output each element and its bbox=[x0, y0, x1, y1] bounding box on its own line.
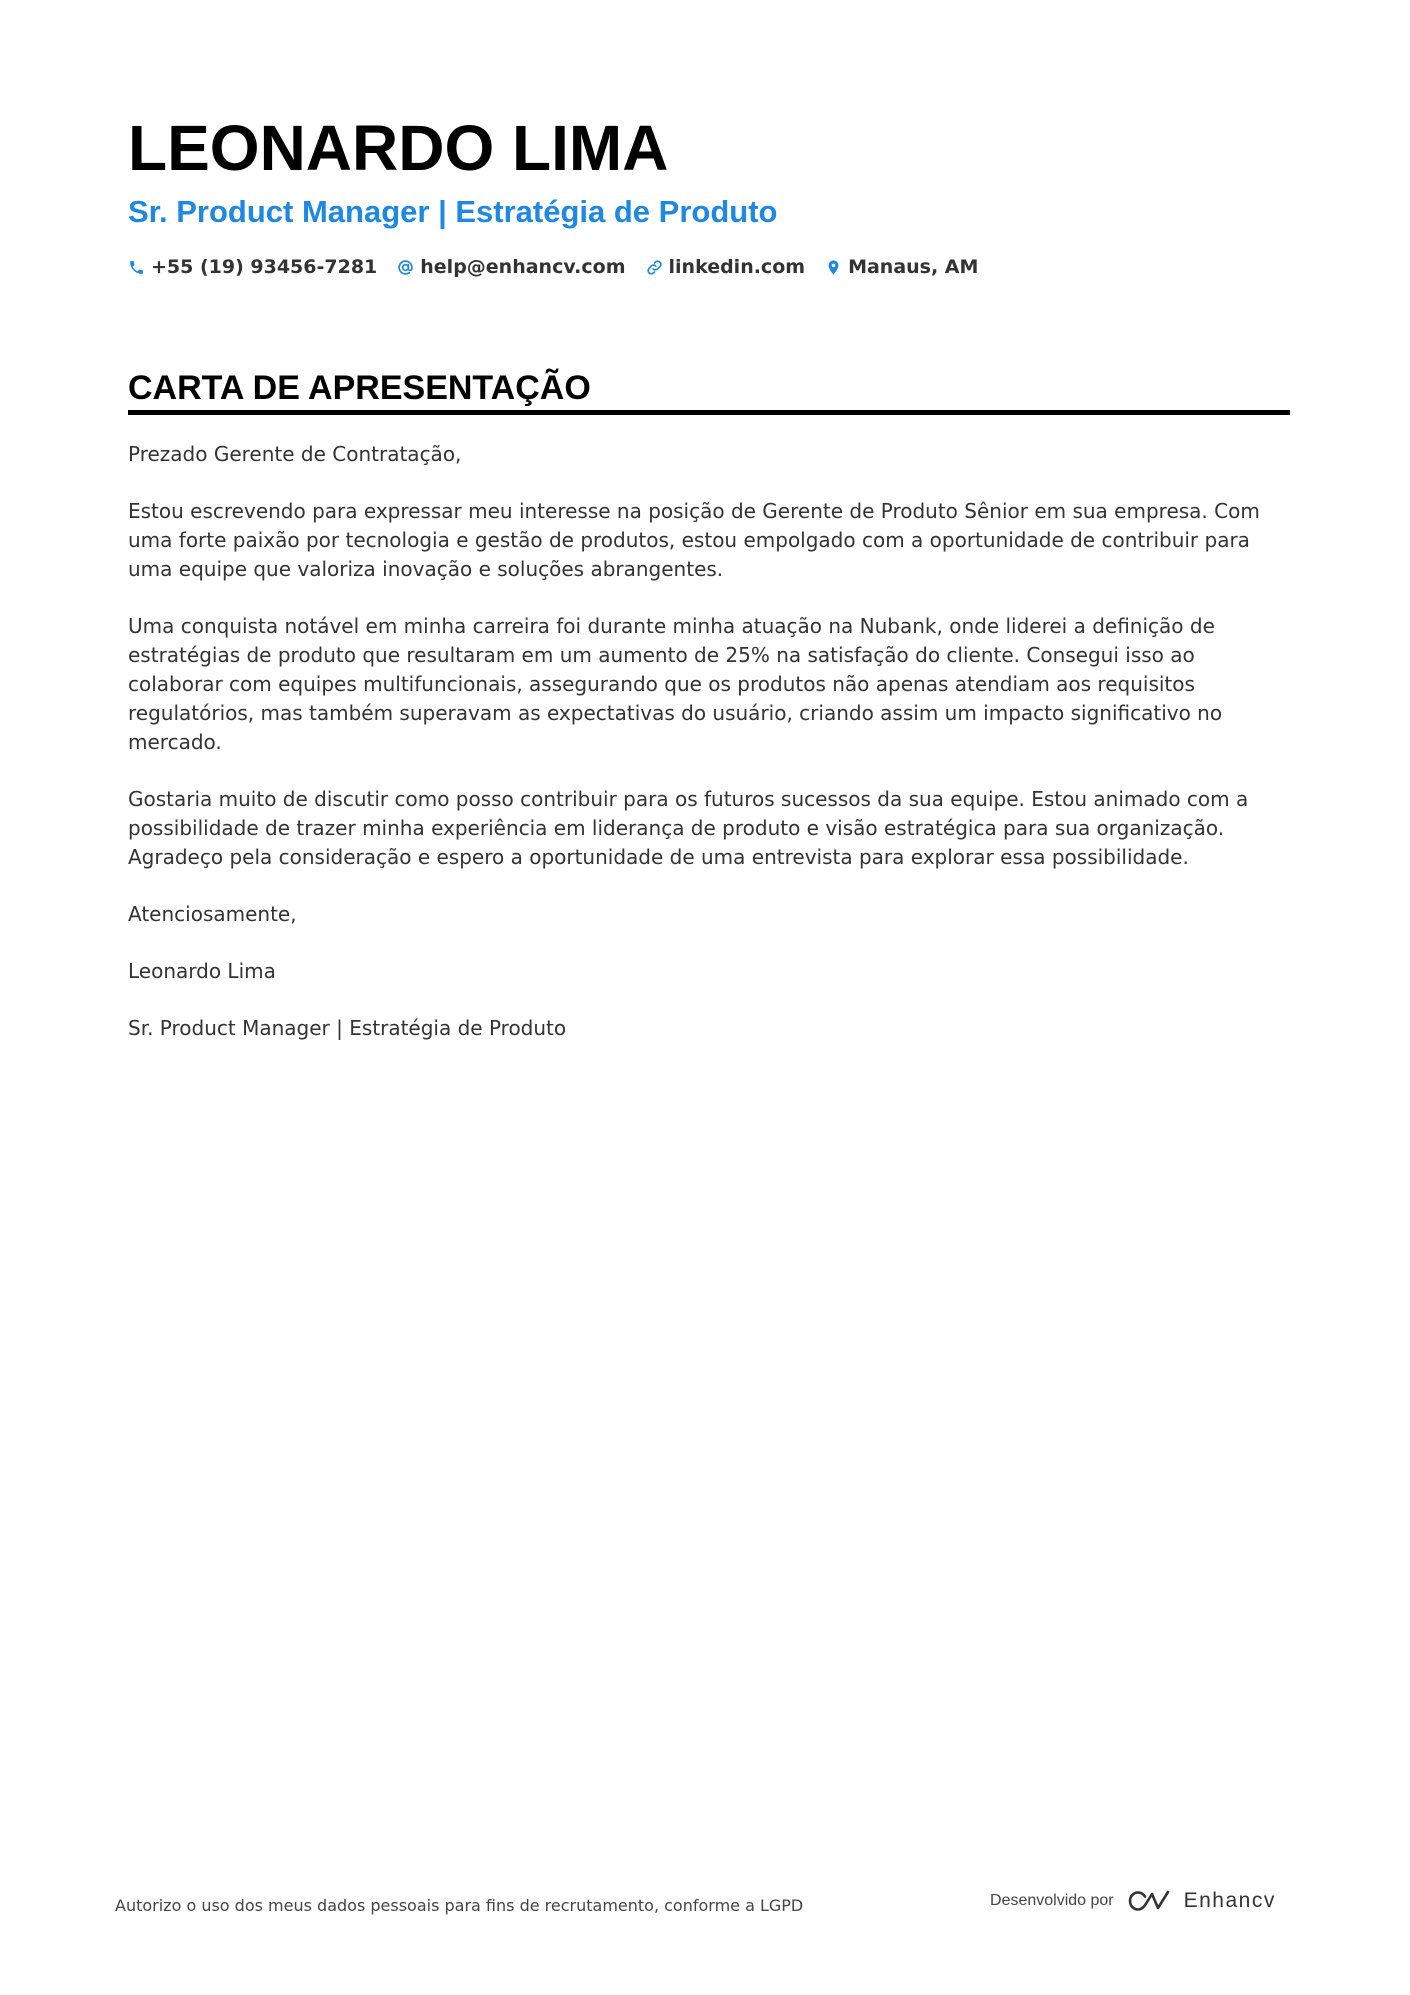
letter-paragraph: Uma conquista notável em minha carreira foi durante minha atuação na Nubank, onde liderei a definição de estratégias de produto que resultaram em um aumento de 25% na satisfação do cliente. Consegui isso ao colaborar com equipes multifuncionais, assegurando que os produtos não apenas atendiam aos requisitos regulatórios, mas também superavam as expectativas do usuário, criando assim um impacto significativo no mercado. bbox=[128, 614, 1223, 754]
brand-name: Enhancv bbox=[1183, 1889, 1276, 1912]
letter-paragraph: Estou escrevendo para expressar meu interesse na posição de Gerente de Produto Sênior em sua empresa. Com uma forte paixão por tecnologia e gestão de produtos, estou empolgado com a oportunidade de contribuir para uma equipe que valoriza inovação e soluções abrangentes. bbox=[128, 499, 1260, 581]
letter-body bbox=[128, 440, 1290, 1071]
letter-closing: Atenciosamente, bbox=[128, 902, 297, 926]
enhancv-logo-icon bbox=[1126, 1888, 1172, 1914]
signature-title: Sr. Product Manager | Estratégia de Produto bbox=[128, 1016, 567, 1040]
signature-name: Leonardo Lima bbox=[128, 959, 276, 983]
section-title: CARTA DE APRESENTAÇÃO bbox=[128, 369, 591, 407]
contact-linkedin-text[interactable]: linkedin.com bbox=[668, 256, 806, 278]
footer-consent: Autorizo o uso dos meus dados pessoais para fins de recrutamento, conforme a LGPD bbox=[115, 1896, 804, 1915]
contact-phone-text: +55 (19) 93456-7281 bbox=[151, 256, 378, 278]
contact-phone bbox=[128, 254, 377, 280]
contact-email[interactable] bbox=[397, 254, 625, 280]
contact-linkedin[interactable] bbox=[646, 254, 806, 280]
candidate-name: LEONARDO LIMA bbox=[128, 112, 669, 184]
link-icon bbox=[646, 259, 663, 276]
contact-location bbox=[825, 254, 978, 280]
phone-icon bbox=[128, 259, 145, 276]
section-divider bbox=[128, 410, 1290, 415]
letter-paragraph: Gostaria muito de discutir como posso contribuir para os futuros sucessos da sua equipe. Estou animado com a possibilidade de trazer minha experiência em liderança de produto e visão estratégica para sua organização. Agradeço pela consideração e espero a oportunidade de uma entrevista para explorar essa possibilidade. bbox=[128, 787, 1249, 869]
footer-branding[interactable] bbox=[990, 1888, 1276, 1914]
powered-by-label: Desenvolvido por bbox=[990, 1892, 1114, 1909]
contact-bar bbox=[128, 254, 978, 280]
candidate-title: Sr. Product Manager | Estratégia de Produto bbox=[128, 194, 778, 229]
letter-salutation: Prezado Gerente de Contratação, bbox=[128, 442, 462, 466]
map-pin-icon bbox=[825, 259, 842, 276]
contact-location-text: Manaus, AM bbox=[848, 256, 979, 278]
contact-email-text[interactable]: help@enhancv.com bbox=[420, 256, 626, 278]
at-sign-icon bbox=[397, 259, 414, 276]
